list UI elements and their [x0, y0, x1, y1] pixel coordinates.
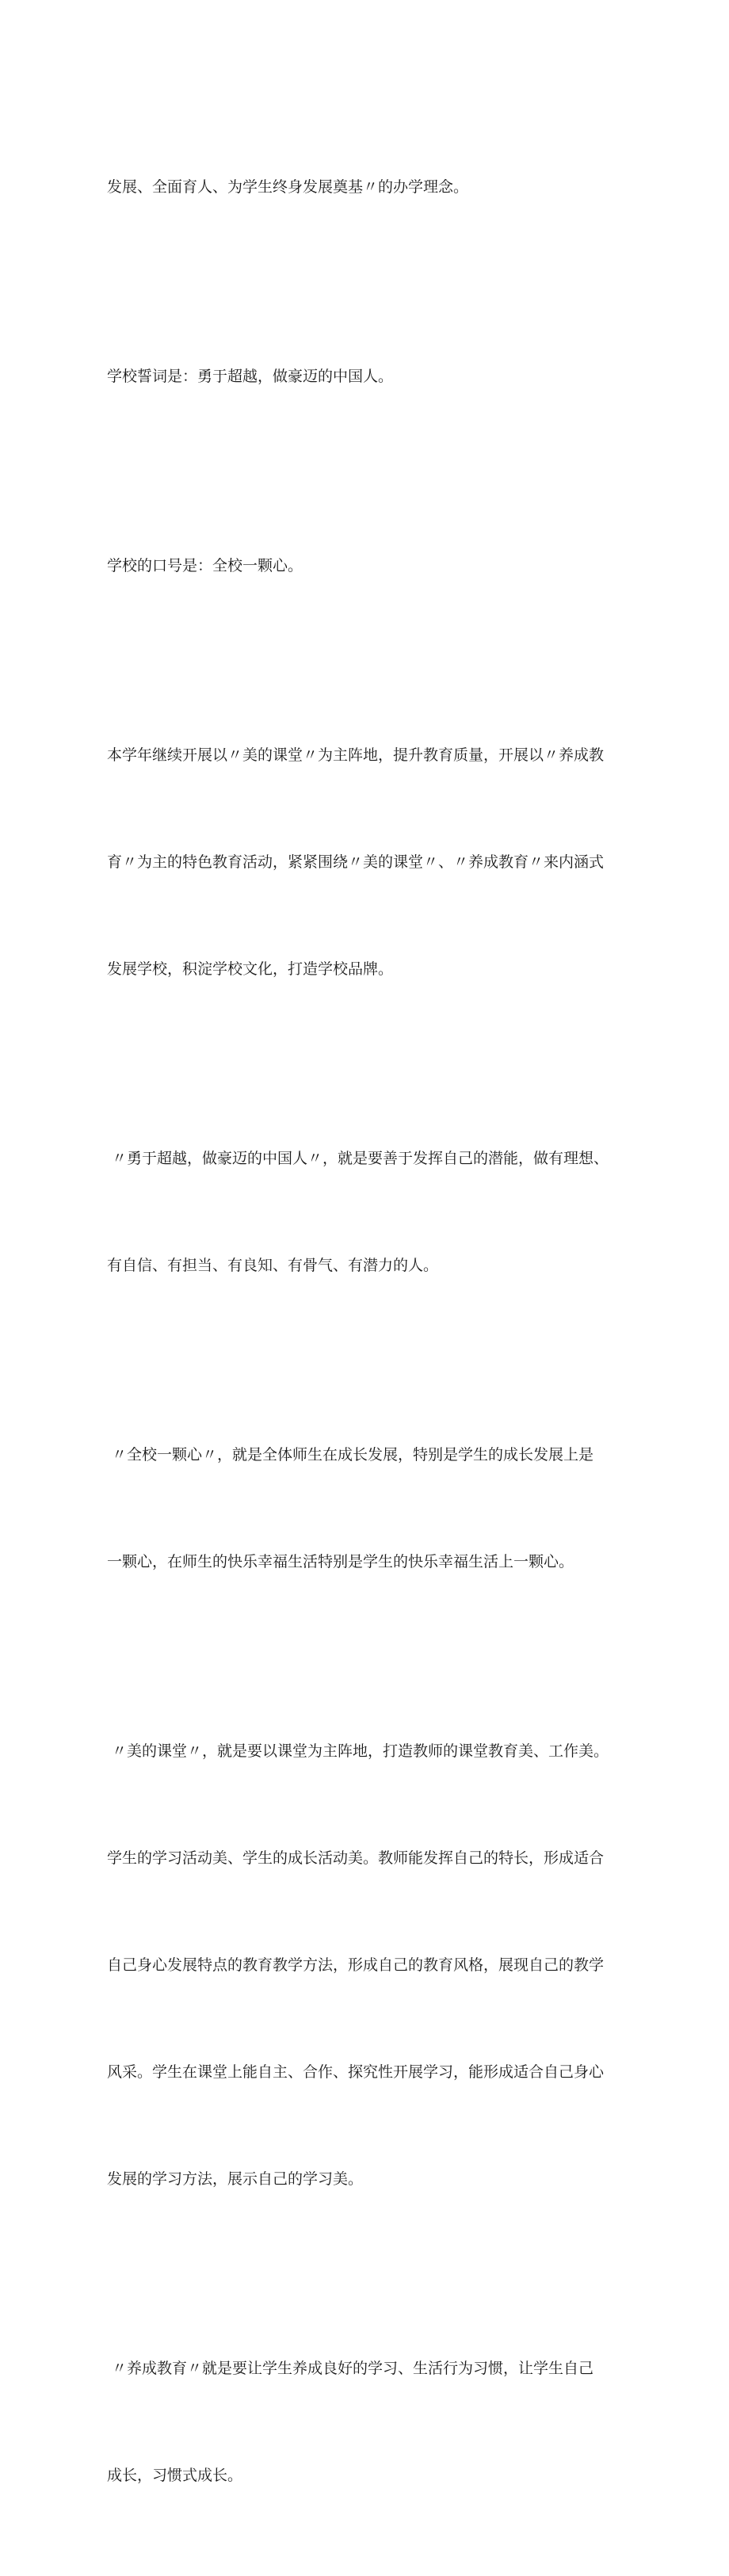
- text-line: 自己身心发展特点的教育教学方法，形成自己的教育风格，展现自己的教学: [107, 1956, 605, 1974]
- text-line: 本学年继续开展以〃美的课堂〃为主阵地，提升教育质量，开展以〃养成教: [107, 746, 605, 764]
- paragraph-school-slogan: [107, 477, 630, 655]
- text-line: 有自信、有担当、有良知、有骨气、有潜力的人。: [107, 1257, 439, 1274]
- paragraph-year-plan: [107, 666, 630, 1059]
- text-line: 育〃为主的特色教育活动，紧紧围绕〃美的课堂〃、〃养成教育〃来内涵式: [107, 853, 605, 871]
- text-line: 〃勇于超越，做豪迈的中国人〃，就是要善于发挥自己的潜能，做有理想、: [107, 1150, 609, 1167]
- text-line: 学校誓词是：勇于超越，做豪迈的中国人。: [107, 368, 394, 385]
- text-line: 一颗心，在师生的快乐幸福生活特别是学生的快乐幸福生活上一颗心。: [107, 1553, 574, 1570]
- paragraph-beautiful-classroom: [107, 1662, 630, 2269]
- paragraph-philosophy: [107, 98, 630, 277]
- paragraph-oath-explanation: [107, 1070, 630, 1355]
- text-line: 〃全校一颗心〃，就是全体师生在成长发展，特别是学生的成长发展上是: [107, 1446, 594, 1464]
- text-line: 〃养成教育〃就是要让学生养成良好的学习、生活行为习惯，让学生自己: [107, 2360, 594, 2377]
- text-line: 学生的学习活动美、学生的成长活动美。教师能发挥自己的特长，形成适合: [107, 1849, 605, 1867]
- text-line: 学校的口号是：全校一颗心。: [107, 557, 303, 574]
- paragraph-school-oath: [107, 288, 630, 466]
- text-line: 成长，习惯式成长。: [107, 2467, 243, 2484]
- text-line: 发展学校，积淀学校文化，打造学校品牌。: [107, 960, 394, 978]
- text-line: 〃美的课堂〃，就是要以课堂为主阵地，打造教师的课堂教育美、工作美。: [107, 1742, 609, 1760]
- text-line: 发展、全面育人、为学生终身发展奠基〃的办学理念。: [107, 178, 469, 196]
- document-body: [107, 98, 630, 2576]
- text-line: 发展的学习方法，展示自己的学习美。: [107, 2170, 364, 2188]
- paragraph-habit-education: [107, 2280, 630, 2565]
- text-line: 风采。学生在课堂上能自主、合作、探究性开展学习，能形成适合自己身心: [107, 2063, 605, 2081]
- paragraph-slogan-explanation: [107, 1366, 630, 1651]
